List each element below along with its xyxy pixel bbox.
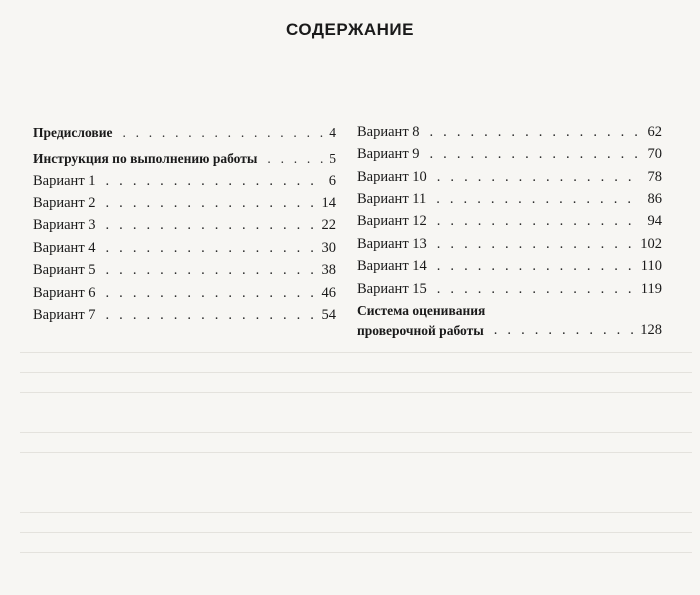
- toc-entry-page: 46: [321, 284, 336, 301]
- toc-entry-label-line2: проверочной работы: [357, 322, 484, 338]
- leader-dots: [106, 174, 323, 189]
- toc-entry-label: Вариант 7: [33, 307, 96, 324]
- leader-dots: [437, 170, 642, 185]
- toc-entry-page: 5: [329, 151, 336, 167]
- leader-dots: [437, 282, 635, 297]
- bleed-line: [20, 352, 692, 353]
- toc-entry[interactable]: [33, 278, 336, 300]
- toc-right-column: [357, 117, 662, 337]
- leader-dots: [494, 323, 634, 338]
- leader-dots: [437, 237, 634, 252]
- toc-entry[interactable]: [33, 117, 336, 139]
- toc-entry[interactable]: [357, 184, 662, 206]
- toc-entry[interactable]: [357, 162, 662, 184]
- toc-entry[interactable]: [33, 233, 336, 255]
- leader-dots: [267, 152, 323, 166]
- toc-entry[interactable]: [33, 143, 336, 165]
- leader-dots: [106, 263, 316, 278]
- bleed-line: [20, 512, 692, 513]
- toc-entry[interactable]: [33, 188, 336, 210]
- bleed-line: [20, 392, 692, 393]
- toc-entry[interactable]: [357, 207, 662, 229]
- leader-dots: [106, 196, 316, 211]
- toc-entry-line2: [357, 319, 662, 337]
- toc-entry-label: Вариант 15: [357, 280, 427, 297]
- toc-entry-label: Вариант 3: [33, 217, 96, 234]
- toc-entry-page: 22: [321, 217, 336, 234]
- toc-entry-label-line1: Система оценивания: [357, 303, 486, 319]
- toc-entry-label: Вариант 8: [357, 123, 420, 140]
- toc-entry-label: Вариант 10: [357, 168, 427, 185]
- toc-entry-page: 110: [640, 258, 662, 275]
- toc-entry[interactable]: [357, 117, 662, 139]
- toc-entry-label: Вариант 4: [33, 239, 96, 256]
- toc-entry[interactable]: [357, 229, 662, 251]
- toc-entry-label: Вариант 13: [357, 235, 427, 252]
- toc-entry-page: 86: [647, 191, 662, 208]
- toc-entry-page: 78: [647, 168, 662, 185]
- toc-entry-page: 30: [321, 239, 336, 256]
- leader-dots: [122, 126, 323, 140]
- toc-entry[interactable]: [357, 274, 662, 296]
- toc-entry-page: 62: [647, 123, 662, 140]
- toc-entry-page: 128: [640, 321, 662, 338]
- leader-dots: [437, 259, 635, 274]
- toc-entry-label: Предисловие: [33, 124, 113, 140]
- toc-entry-page: 54: [321, 307, 336, 324]
- bleed-line: [20, 432, 692, 433]
- toc-entry[interactable]: [357, 139, 662, 161]
- bleed-line: [20, 532, 692, 533]
- toc-entry-label: Вариант 12: [357, 213, 427, 230]
- toc-entry-page: 102: [640, 235, 662, 252]
- leader-dots: [106, 218, 316, 233]
- toc-entry-label: Вариант 6: [33, 284, 96, 301]
- leader-dots: [106, 241, 316, 256]
- toc-entry[interactable]: [33, 300, 336, 322]
- leader-dots: [106, 308, 316, 323]
- leader-dots: [106, 286, 316, 301]
- leader-dots: [436, 192, 641, 207]
- toc-entry-label: Вариант 11: [357, 191, 427, 208]
- toc-entry-assessment[interactable]: [357, 302, 662, 337]
- bleed-line: [20, 452, 692, 453]
- toc-entry-label: Вариант 2: [33, 195, 96, 212]
- toc-entry-label: Вариант 5: [33, 262, 96, 279]
- leader-dots: [437, 214, 642, 229]
- toc-entry-page: 70: [647, 146, 662, 163]
- bleed-line: [20, 372, 692, 373]
- toc-entry[interactable]: [33, 166, 336, 188]
- toc-entry-page: 119: [640, 280, 662, 297]
- toc-entry-label: Вариант 9: [357, 146, 420, 163]
- toc-entry[interactable]: [357, 251, 662, 273]
- toc-entry-label: Вариант 1: [33, 172, 96, 189]
- leader-dots: [430, 125, 642, 140]
- toc-entry-label: Инструкция по выполнению работы: [33, 151, 258, 167]
- toc-entry-page: 14: [321, 195, 336, 212]
- toc-entry[interactable]: [33, 211, 336, 233]
- toc-entry-label: Вариант 14: [357, 258, 427, 275]
- toc-entry[interactable]: [33, 255, 336, 277]
- bleed-line: [20, 552, 692, 553]
- leader-dots: [430, 147, 642, 162]
- toc-entry-page: 4: [329, 124, 336, 140]
- page-title: СОДЕРЖАНИЕ: [286, 20, 414, 39]
- toc-entry-page: 38: [321, 262, 336, 279]
- toc-entry-page: 94: [647, 213, 662, 230]
- toc-entry-page: 6: [328, 172, 336, 189]
- toc-left-column: [33, 117, 336, 323]
